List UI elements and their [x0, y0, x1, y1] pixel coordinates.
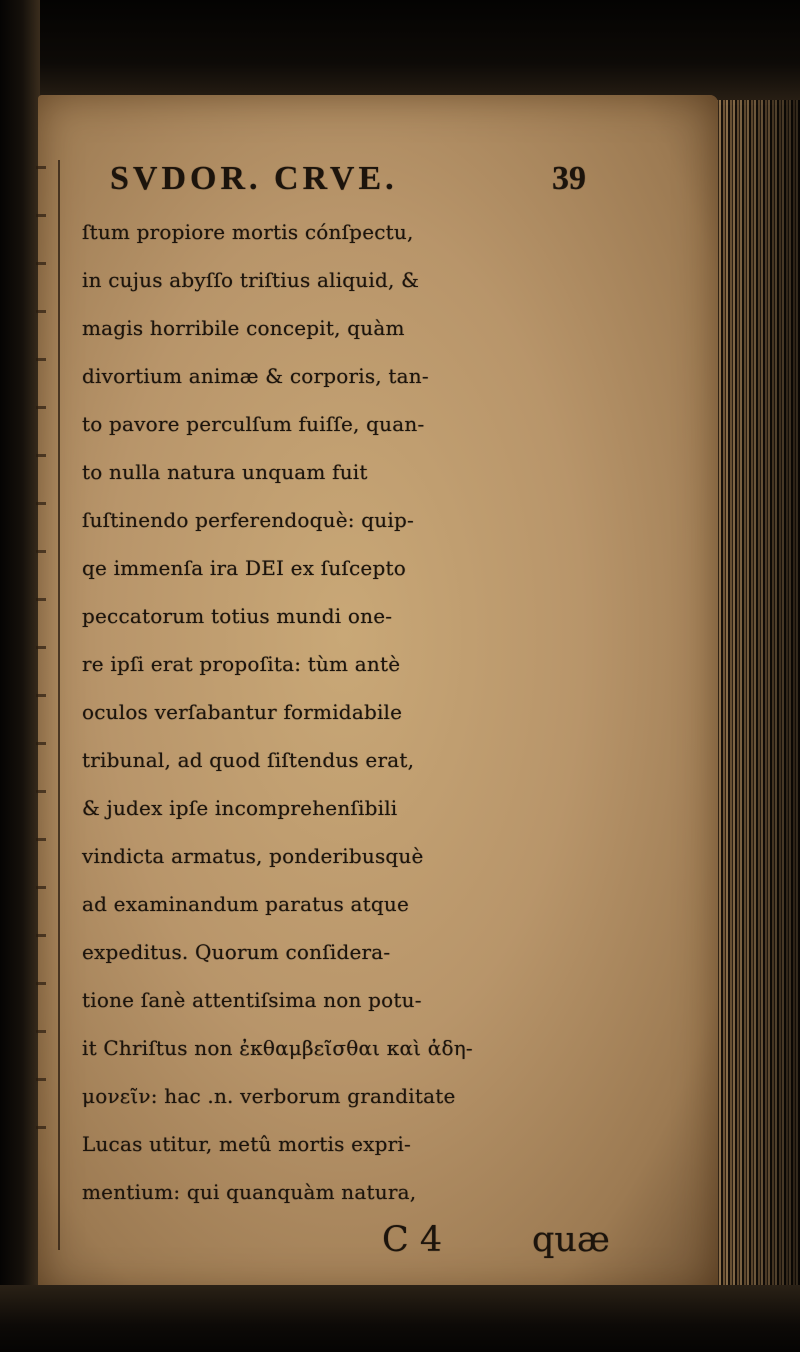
text-line: magis horribile concepit, quàm — [82, 316, 405, 340]
text-line: ſtum propiore mortis cónſpectu, — [82, 220, 414, 244]
signature-mark: C 4 — [382, 1220, 443, 1260]
catchword: quæ — [532, 1220, 610, 1260]
text-line: μονεῖν: hac .n. verborum granditate — [82, 1084, 456, 1108]
background-bottom — [0, 1285, 800, 1352]
text-line: ad examinandum paratus atque — [82, 892, 410, 916]
text-line: in cujus abyſſo triſtius aliquid, & — [82, 268, 420, 292]
binding-rule — [58, 160, 60, 1250]
text-line: to pavore perculſum fuiſſe, quan- — [82, 412, 425, 436]
text-line: mentium: qui quanquàm natura, — [82, 1180, 417, 1204]
text-line: vindicta armatus, ponderibusquè — [82, 844, 424, 868]
text-line: it Chriſtus non ἐκθαμβεῖσθαι καὶ ἀδη- — [82, 1036, 473, 1060]
page-header — [82, 160, 702, 208]
page-footer — [82, 1216, 702, 1264]
text-line: oculos verſabantur formidabile — [82, 700, 403, 724]
book-spine-edge — [0, 0, 40, 1352]
text-line: re ipſi erat propoſita: tùm antè — [82, 652, 401, 676]
page-text — [82, 160, 702, 1264]
text-line: expeditus. Quorum conſidera- — [82, 940, 391, 964]
text-line: ſuſtinendo perferendoquè: quip- — [82, 508, 414, 532]
page-number: 39 — [552, 160, 586, 197]
text-line: qe immenſa ira DEI ex ſuſcepto — [82, 556, 406, 580]
background-top — [0, 0, 800, 105]
running-head: SVDOR. CRVE. — [110, 160, 398, 197]
text-line: peccatorum totius mundi one- — [82, 604, 393, 628]
text-line: tribunal, ad quod ſiſtendus erat, — [82, 748, 415, 772]
text-line: tione ſanè attentiſsima non potu- — [82, 988, 422, 1012]
text-line: divortium animæ & corporis, tan- — [82, 364, 429, 388]
text-line: & judex ipſe incomprehenſibili — [82, 796, 398, 820]
text-line: Lucas utitur, metû mortis expri- — [82, 1132, 411, 1156]
binding-ticks — [36, 160, 56, 1250]
text-line: to nulla natura unquam fuit — [82, 460, 368, 484]
